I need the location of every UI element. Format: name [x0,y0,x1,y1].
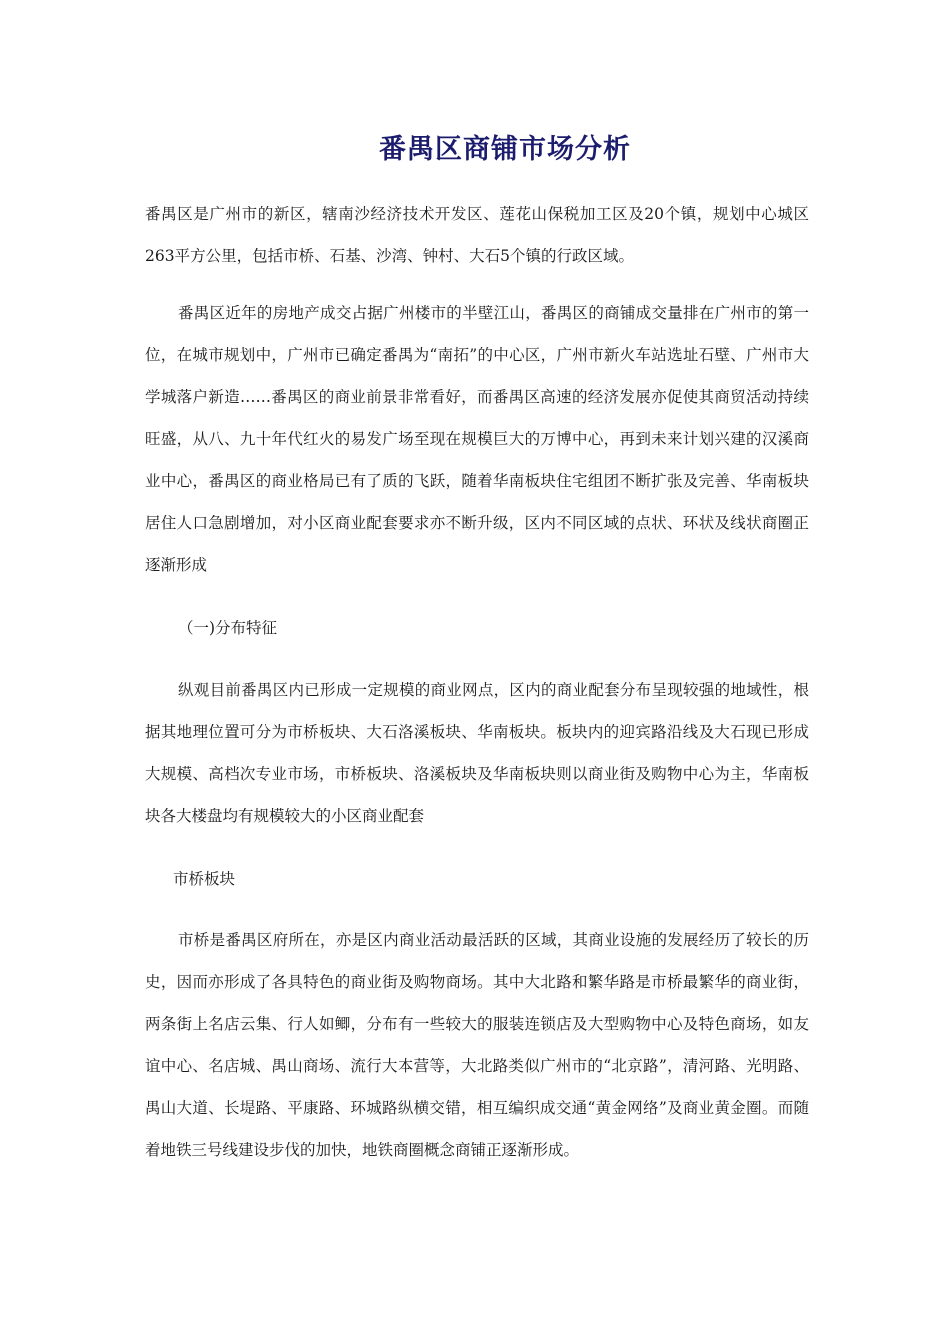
distribution-paragraph: 纵观目前番禺区内已形成一定规模的商业网点，区内的商业配套分布呈现较强的地域性，根据其地理位置可分为市桥板块、大石洛溪板块、华南板块。板块内的迎宾路沿线及大石现已形成大规模、高档次专业市场，市桥板块、洛溪板块及华南板块则以商业街及购物中心为主，华南板块各大楼盘均有规模较大的小区商业配套 [145,681,809,825]
document-title: 番禺区商铺市场分析 [379,134,631,165]
shiqiao-paragraph: 市桥是番禺区府所在，亦是区内商业活动最活跃的区域，其商业设施的发展经历了较长的历史，因而亦形成了各具特色的商业街及购物商场。其中大北路和繁华路是市桥最繁华的商业街，两条街上名店云集、行人如鲫，分布有一些较大的服装连锁店及大型购物中心及特色商场，如友谊中心、名店城、禺山商场、流行大本营等，大北路类似广州市的“北京路”，清河路、光明路、禺山大道、长堤路、平康路、环城路纵横交错，相互编织成交通“黄金网络”及商业黄金圈。而随着地铁三号线建设步伐的加快，地铁商圈概念商铺正逐渐形成。 [145,931,809,1159]
intro-paragraph: 番禺区是广州市的新区，辖南沙经济技术开发区、莲花山保税加工区及20个镇，规划中心城区263平方公里，包括市桥、石基、沙湾、钟村、大石5个镇的行政区域。 [145,205,809,265]
section-heading-shiqiao: 市桥板块 [173,870,236,888]
overview-paragraph: 番禺区近年的房地产成交占据广州楼市的半壁江山，番禺区的商铺成交量排在广州市的第一位，在城市规划中，广州市已确定番禺为“南拓”的中心区，广州市新火车站选址石壁、广州市大学城落户新造……番禺区的商业前景非常看好，而番禺区高速的经济发展亦促使其商贸活动持续旺盛，从八、九十年代红火的易发广场至现在规模巨大的万博中心，再到未来计划兴建的汉溪商业中心，番禺区的商业格局已有了质的飞跃，随着华南板块住宅组团不断扩张及完善、华南板块居住人口急剧增加，对小区商业配套要求亦不断升级，区内不同区域的点状、环状及线状商圈正逐渐形成 [145,304,809,574]
section-heading-distribution: （一)分布特征 [178,619,278,637]
